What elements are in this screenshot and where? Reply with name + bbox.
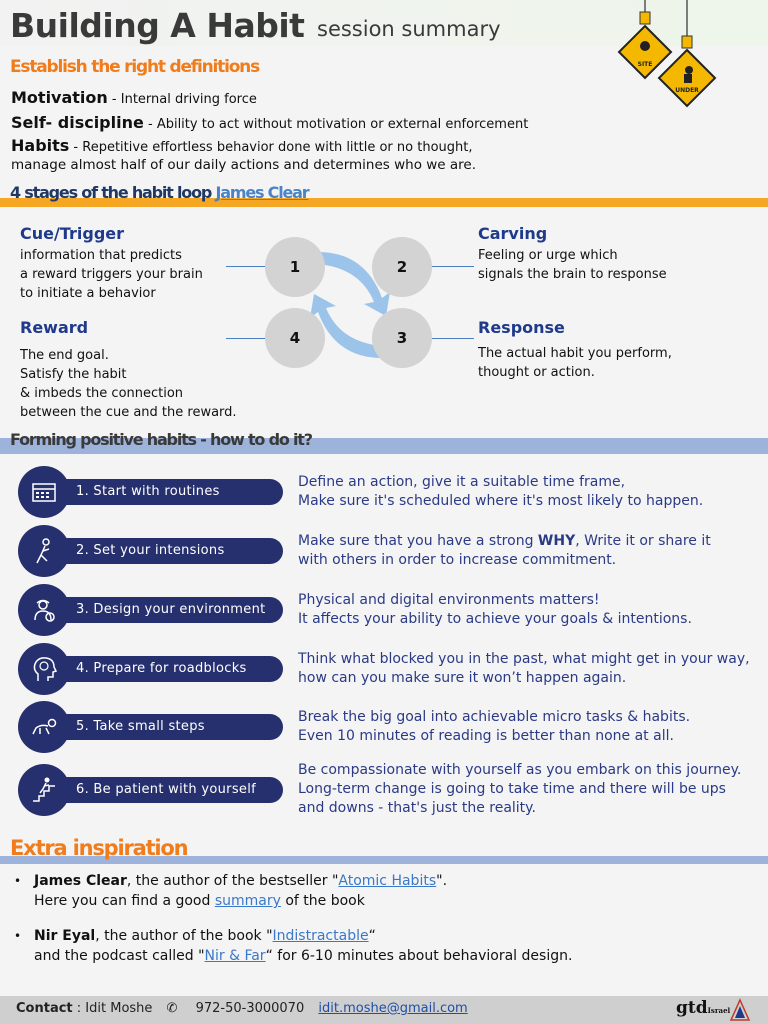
step-label: 1. Start with routines <box>40 479 283 505</box>
sign-bottom-text: UNDER <box>675 87 699 94</box>
step-label: 2. Set your intensions <box>40 538 283 564</box>
inspiration-title: Extra inspiration <box>10 836 188 860</box>
step-start-with-routines <box>18 466 283 518</box>
stage-cue-text: information that predicts a reward triggers your brain to initiate a behavior <box>20 248 203 301</box>
step-design-your-environment <box>18 584 283 636</box>
gtd-logo: gtdIsrael <box>676 998 731 1018</box>
atomic-habits-link[interactable]: Atomic Habits <box>338 873 437 889</box>
step-6-description: Be compassionate with yourself as you embark on this journey. Long-term change is going to take time and there will be ups and downs - that's just the reality. <box>298 762 742 816</box>
designer-icon <box>18 584 70 636</box>
phone-icon: ✆ <box>166 1001 178 1016</box>
partner-logo-icon <box>728 998 752 1022</box>
definition-motivation: Motivation - Internal driving force <box>11 88 257 107</box>
summary-link[interactable]: summary <box>214 893 281 909</box>
step-4-description: Think what blocked you in the past, what might get in your way, how can you make sure it won’t happen again. <box>298 651 750 686</box>
definitions-title: Establish the right definitions <box>10 57 260 77</box>
step-label: 5. Take small steps <box>40 714 283 740</box>
indistractable-link[interactable]: Indistractable <box>272 928 369 944</box>
stage-carving-text: Feeling or urge which signals the brain to response <box>478 248 667 282</box>
nir-and-far-link[interactable]: Nir & Far <box>204 948 266 964</box>
stage-circle-3: 3 <box>372 308 432 368</box>
brain-head-icon <box>18 643 70 695</box>
step-take-small-steps <box>18 701 283 753</box>
connector-line <box>432 266 474 267</box>
page-title: Building A Habit <box>10 6 305 45</box>
stage-circle-1: 1 <box>265 237 325 297</box>
stage-reward-text: The end goal. Satisfy the habit & imbeds the connection between the cue and the reward. <box>20 348 237 420</box>
connector-line <box>226 266 266 267</box>
step-label: 6. Be patient with yourself <box>40 777 283 803</box>
james-clear-link[interactable]: James Clear <box>215 183 309 202</box>
step-set-your-intensions <box>18 525 283 577</box>
person-goal-icon <box>18 525 70 577</box>
habit-loop-title: 4 stages of the habit loop James Clear <box>10 183 309 202</box>
stage-carving-title: Carving <box>478 224 548 243</box>
step-prepare-for-roadblocks <box>18 643 283 695</box>
forming-title: Forming positive habits - how to do it? <box>10 430 312 449</box>
sign-top-text: SITE <box>637 61 653 68</box>
construction-sign-icon <box>612 0 722 110</box>
stage-response-title: Response <box>478 318 565 337</box>
connector-line <box>432 338 474 339</box>
contact-info: Contact : Idit Moshe ✆ 972-50-3000070 idit.moshe@gmail.com <box>16 1001 468 1016</box>
step-be-patient-with-yourself <box>18 764 283 816</box>
stage-circle-4: 4 <box>265 308 325 368</box>
stage-response-text: The actual habit you perform, thought or action. <box>478 346 672 380</box>
stage-circle-2: 2 <box>372 237 432 297</box>
step-5-description: Break the big goal into achievable micro tasks & habits. Even 10 minutes of reading is better than none at all. <box>298 709 691 744</box>
step-label: 4. Prepare for roadblocks <box>40 656 283 682</box>
step-label: 3. Design your environment <box>40 597 283 623</box>
stage-cue-title: Cue/Trigger <box>20 224 125 243</box>
climbing-stairs-icon <box>18 764 70 816</box>
step-1-description: Define an action, give it a suitable time frame, Make sure it's scheduled where it's most likely to happen. <box>298 474 704 509</box>
calendar-icon <box>18 466 70 518</box>
email-link[interactable]: idit.moshe@gmail.com <box>318 1001 468 1016</box>
connector-line <box>226 338 266 339</box>
definition-habits-line2: manage almost half of our daily actions and determines who we are. <box>11 157 477 173</box>
definition-habits: Habits - Repetitive effortless behavior done with little or no thought, <box>11 136 473 155</box>
step-3-description: Physical and digital environments matters! It affects your ability to achieve your goals & intentions. <box>298 592 692 627</box>
footer <box>0 996 768 1024</box>
stage-reward-title: Reward <box>20 318 89 337</box>
definition-self-discipline: Self- discipline - Ability to act without motivation or external enforcement <box>11 113 529 132</box>
crawling-baby-icon <box>18 701 70 753</box>
page-subtitle: session summary <box>317 17 501 41</box>
step-2-description: Make sure that you have a strong WHY, Write it or share it with others in order to increase commitment. <box>298 533 711 568</box>
